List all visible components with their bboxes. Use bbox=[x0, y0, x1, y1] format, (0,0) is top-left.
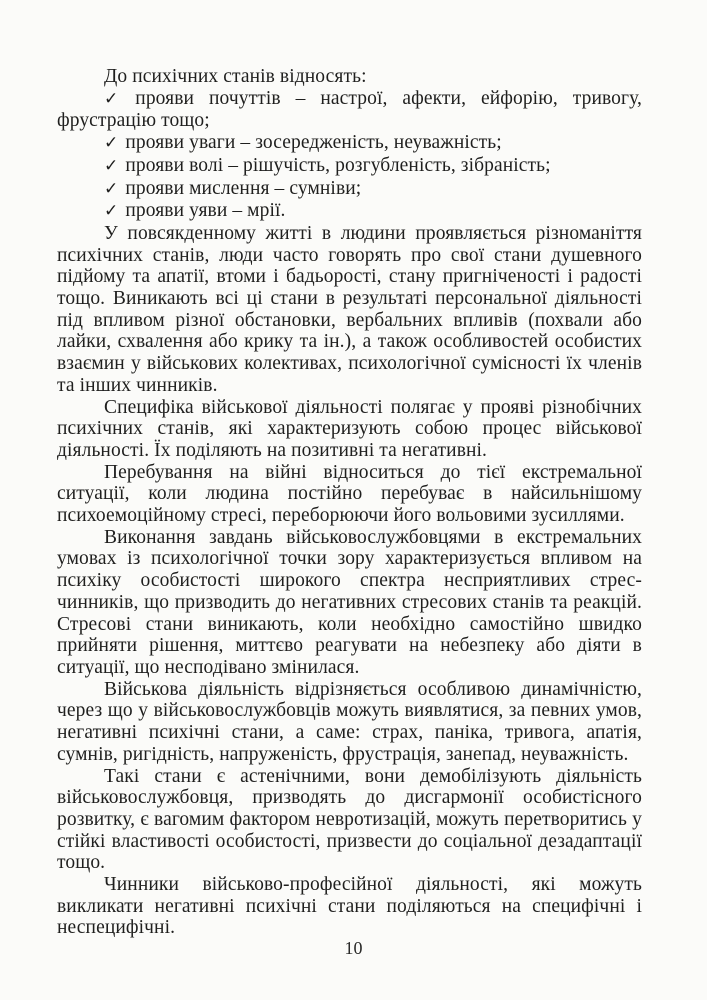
checkmark-icon: ✓ bbox=[104, 201, 119, 222]
bullet-text: прояви почуттів – настрої, афекти, ейфорію, тривогу, фрустрацію тощо; bbox=[57, 87, 642, 132]
body-paragraph: У повсякденному житті в людини проявляється різноманіття психічних станів, люди часто говорять про свої стани душевного підйому та апатії, втоми і бадьорості, стану пригніченості і радості тощо. Виникають всі ці стани в результаті персональної діяльності під впливом різної обстановки, вербальних впливів (похвали або лайки, схвалення або крику та ін.), а також особливостей особистих взаємин у військових колективах, психологічної сумісності їх членів та інших чинників. bbox=[57, 222, 642, 396]
bullet-item bbox=[57, 132, 642, 155]
bullet-item bbox=[57, 200, 642, 223]
body-paragraph: Виконання завдань військовослужбовцями в екстремальних умовах із психологічної точки зору характеризується впливом на психіку особистості широкого спектра несприятливих стрес-чинників, що призводить до негативних стресових станів та реакцій. Стресові стани виникають, коли необхідно самостійно швидко прийняти рішення, миттєво реагувати на небезпеку або діяти в ситуації, що несподівано змінилася. bbox=[57, 526, 642, 678]
bullet-item bbox=[57, 178, 642, 201]
checkmark-icon: ✓ bbox=[104, 88, 129, 109]
page-body bbox=[57, 66, 642, 939]
body-paragraph: Такі стани є астенічними, вони демобілізують діяльність військовослужбовця, призводять до дисгармонії особистісного розвитку, є вагомим фактором невротизацій, можуть перетворитись у стійкі властивості особистості, призвести до соціальної дезадаптації тощо. bbox=[57, 765, 642, 874]
page-number: 10 bbox=[344, 938, 363, 958]
checkmark-icon: ✓ bbox=[104, 133, 119, 154]
bullet-text: прояви мислення – сумніви; bbox=[125, 177, 362, 199]
checkmark-icon: ✓ bbox=[104, 178, 119, 199]
bullet-text: прояви уяви – мрії. bbox=[125, 200, 286, 222]
body-paragraph: Чинники військово-професійної діяльності, які можуть викликати негативні психічні стани поділяються на специфічні і неспецифічні. bbox=[57, 874, 642, 939]
bullet-item bbox=[57, 155, 642, 178]
bullet-item bbox=[57, 88, 642, 132]
intro-line: До психічних станів відносять: bbox=[104, 66, 367, 87]
bullet-text: прояви волі – рішучість, розгубленість, зібраність; bbox=[125, 154, 551, 176]
body-paragraph: Перебування на війні відноситься до тієї екстремальної ситуації, коли людина постійно перебуває в найсильнішому психоемоційному стресі, переборюючи його вольовими зусиллями. bbox=[57, 461, 642, 527]
bullet-text: прояви уваги – зосередженість, неуважність; bbox=[125, 132, 502, 154]
checkmark-icon: ✓ bbox=[104, 155, 119, 176]
body-paragraph: Військова діяльність відрізняється особливою динамічністю, через що у військовослужбовців можуть виявлятися, за певних умов, негативні психічні стани, а саме: страх, паніка, тривога, апатія, сумнів, ригідність, напруженість, фрустрація, занепад, неуважність. bbox=[57, 678, 642, 765]
body-paragraph: Специфіка військової діяльності полягає у прояві різнобічних психічних станів, які характеризують собою процес військової діяльності. Їх поділяють на позитивні та негативні. bbox=[57, 396, 642, 461]
